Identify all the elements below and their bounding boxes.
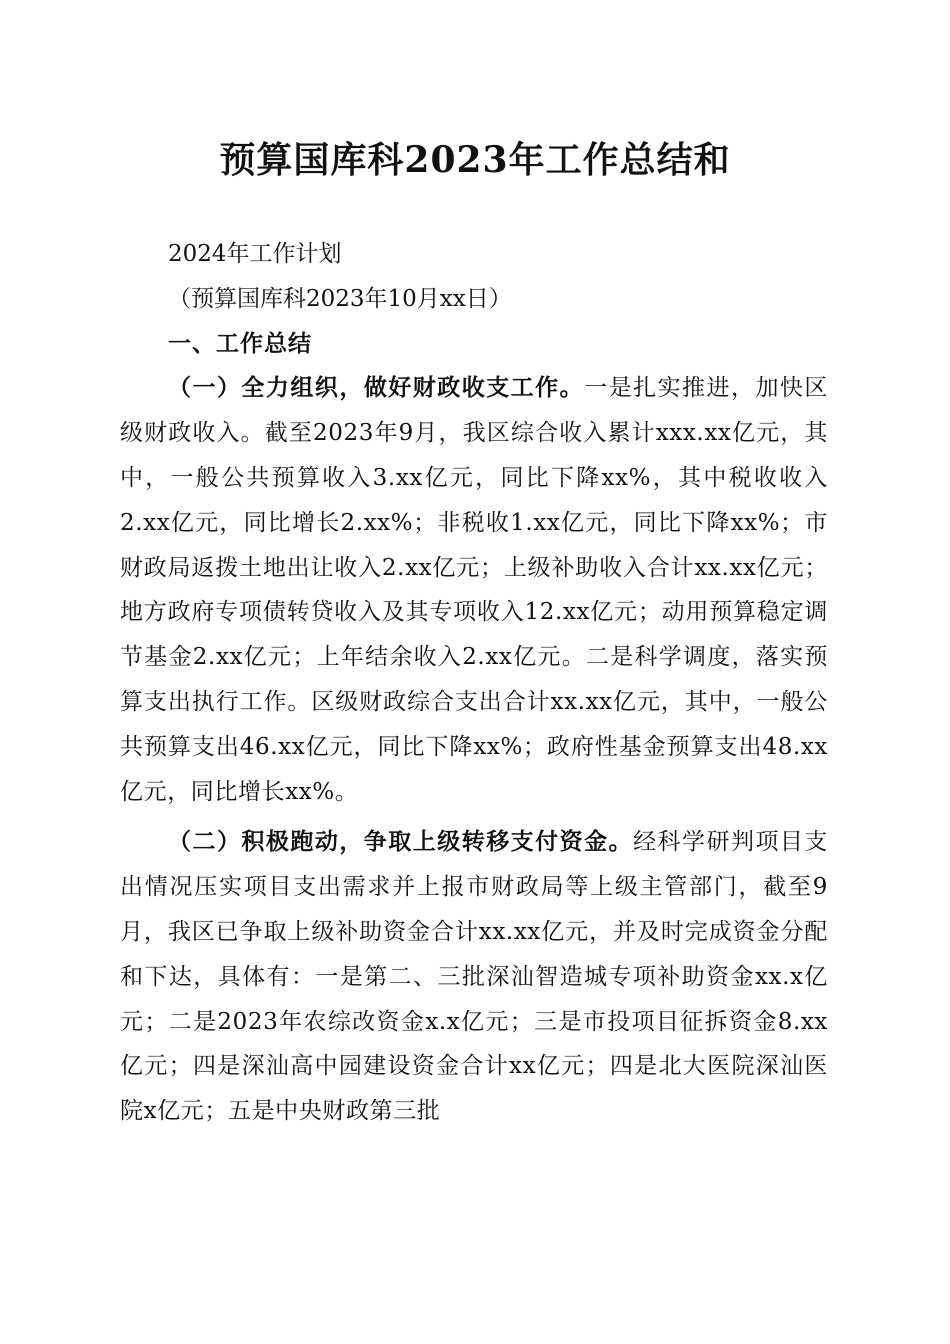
- paragraph-lead: （二）积极跑动，争取上级转移支付资金。: [168, 828, 634, 856]
- paragraph-body: 经科学研判项目支出情况压实项目支出需求并上报市财政局等上级主管部门，截至9月，我区已争取上级补助资金合计xx.xx亿元，并及时完成资金分配和下达，具体有：一是第二、三批深汕智造城专项补助资金xx.x亿元；二是2023年农综改资金x.x亿元；三是市投项目征拆资金8.xx亿元；四是深汕高中园建设资金合计xx亿元；四是北大医院深汕医院x亿元；五是中央财政第三批: [120, 829, 828, 1125]
- paragraph-lead: （一）全力组织，做好财政收支工作。: [168, 374, 585, 402]
- paragraph-body: 一是扎实推进，加快区级财政收入。截至2023年9月，我区综合收入累计xxx.xx亿元，其中，一般公共预算收入3.xx亿元，同比下降xx%，其中税收收入2.xx亿元，同比增长2.xx%；非税收1.xx亿元，同比下降xx%；市财政局返拨土地出让收入2.xx亿元；上级补助收入合计xx.xx亿元；地方政府专项债转贷收入及其专项收入12.xx亿元；动用预算稳定调节基金2.xx亿元；上年结余收入2.xx亿元。二是科学调度，落实预算支出执行工作。区级财政综合支出合计xx.xx亿元，其中，一般公共预算支出46.xx亿元，同比下降xx%；政府性基金预算支出48.xx亿元，同比增长xx%。: [120, 375, 829, 805]
- paragraph-revenue-expenditure: [120, 366, 828, 814]
- document-title: 预算国库科2023年工作总结和: [219, 139, 731, 181]
- section-heading: 一、工作总结: [168, 329, 312, 357]
- document-body: [120, 232, 828, 1134]
- document-byline: （预算国库科2023年10月xx日）: [168, 285, 512, 312]
- document-subtitle: 2024年工作计划: [168, 241, 342, 267]
- paragraph-transfer-funds: [120, 820, 828, 1134]
